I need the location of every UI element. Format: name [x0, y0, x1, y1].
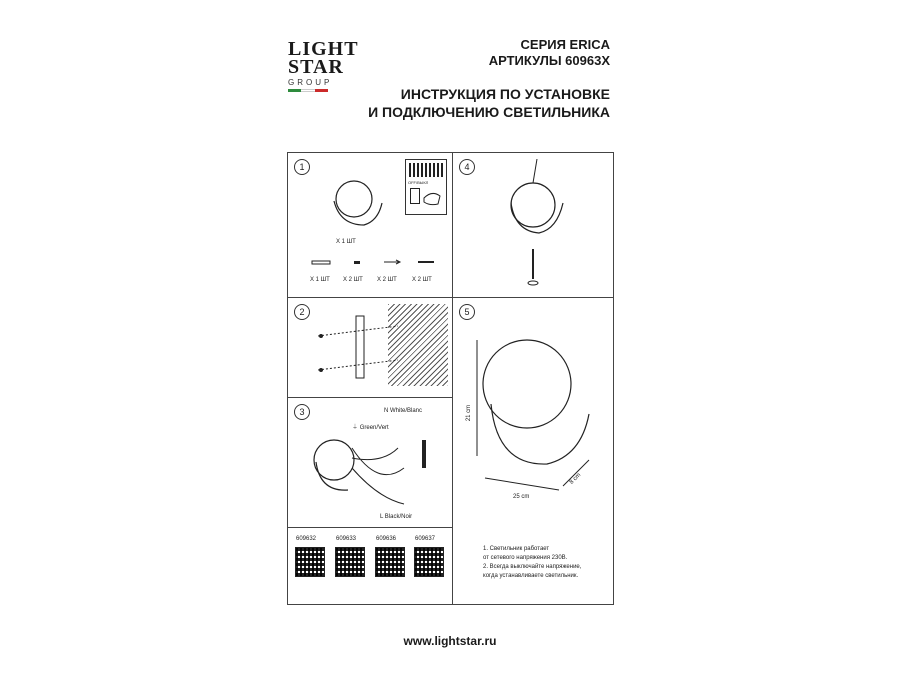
title-line-2: И ПОДКЛЮЧЕНИЮ СВЕТИЛЬНИКА — [368, 104, 610, 120]
note-1: 1. Светильник работает — [483, 546, 550, 552]
hand-icon — [422, 188, 442, 208]
step-number: 4 — [459, 159, 475, 175]
logo-line-3: GROUP — [288, 78, 333, 87]
qr-code-icon[interactable] — [336, 548, 364, 576]
logo-line-1: LIGHT — [288, 38, 359, 60]
panel-article-codes — [287, 527, 453, 605]
bracket-install-icon — [318, 308, 428, 388]
neutral-wire-label: N White/Blanc — [384, 408, 423, 414]
panel-4 — [452, 152, 614, 298]
part-qty-4: X 2 ШТ — [412, 277, 432, 283]
part-qty-2: X 2 ШТ — [343, 277, 363, 283]
note-3: 2. Всегда выключайте напряжение, — [483, 564, 582, 570]
series-label: СЕРИЯ ERICA — [520, 37, 610, 52]
article-code-2: 609633 — [336, 536, 357, 542]
step-number: 2 — [294, 304, 310, 320]
mounting-parts-icon — [310, 257, 440, 269]
part-qty-1: X 1 ШТ — [310, 277, 330, 283]
live-wire-label: L Black/Noir — [380, 514, 413, 520]
panel-3 — [287, 397, 453, 528]
step-number: 1 — [294, 159, 310, 175]
title-line-1: ИНСТРУКЦИЯ ПО УСТАНОВКЕ — [400, 86, 610, 102]
part-qty-3: X 2 ШТ — [377, 277, 397, 283]
lamp-quantity: X 1 ШТ — [336, 239, 356, 245]
switch-icon — [410, 188, 420, 204]
lightstar-logo — [288, 38, 359, 106]
depth-dimension: 8 cm — [568, 472, 583, 486]
step-number: 5 — [459, 304, 475, 320]
panel-2 — [287, 297, 453, 398]
qr-code-icon[interactable] — [415, 548, 443, 576]
panel-5 — [452, 297, 614, 605]
note-2: от сетевого напряжения 230В. — [483, 555, 568, 561]
step-number: 3 — [294, 404, 310, 420]
height-dimension: 21 cm — [466, 404, 473, 422]
dimensions-drawing — [463, 328, 603, 498]
wiring-diagram — [308, 428, 448, 514]
panel-1 — [287, 152, 453, 298]
articles-label: АРТИКУЛЫ 60963X — [488, 53, 610, 68]
article-code-4: 609637 — [415, 536, 436, 542]
article-code-1: 609632 — [296, 536, 317, 542]
width-dimension: 25 cm — [513, 494, 530, 500]
note-4: когда устанавливаете светильник. — [483, 573, 579, 579]
switch-off-label: OFF/ВЫКЛ — [408, 180, 429, 185]
instruction-sheet — [287, 152, 614, 605]
ground-wire-label: ⏚ Green/Vert — [352, 425, 389, 431]
italian-flag-icon — [288, 89, 328, 92]
switch-off-illustration — [405, 159, 447, 215]
article-code-3: 609636 — [376, 536, 397, 542]
website-link[interactable]: www.lightstar.ru — [403, 634, 497, 648]
logo-line-2: STAR — [288, 56, 344, 78]
lamp-mounting-icon — [505, 159, 575, 291]
qr-code-icon[interactable] — [296, 548, 324, 576]
lamp-icon — [326, 173, 386, 233]
ground-icon: ⏚ — [352, 425, 359, 431]
qr-code-icon[interactable] — [376, 548, 404, 576]
